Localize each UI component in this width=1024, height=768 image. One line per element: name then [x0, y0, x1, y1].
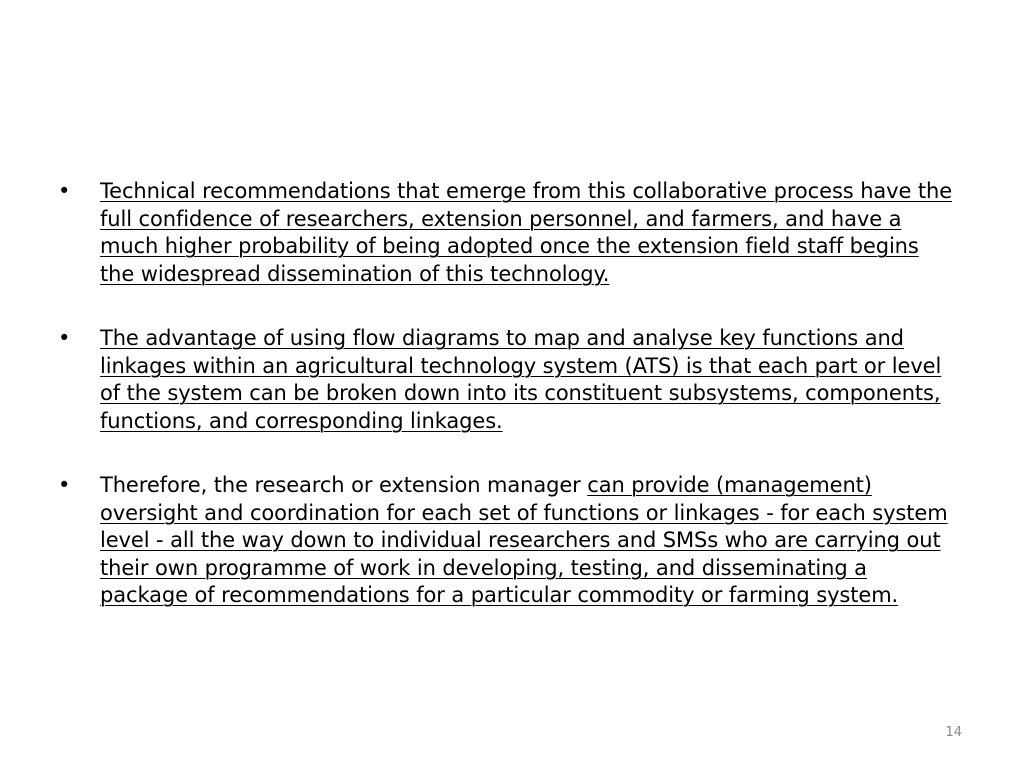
bullet-item	[58, 178, 958, 288]
bullet-marker: •	[58, 179, 71, 203]
bullet-item	[58, 472, 958, 610]
bullet-list	[58, 178, 958, 647]
bullet-marker: •	[58, 473, 71, 497]
bullet-marker: •	[58, 326, 71, 350]
slide-number: 14	[945, 725, 962, 740]
bullet-item	[58, 325, 958, 435]
bullet-text-underlined: can provide (management) oversight and coordination for each set of functions or linkages - for each system level - all the way down to individual researchers and SMSs who are carrying out their own programme of work in developing, testing, and disseminating a package of recommendations for a particular commodity or farming system.	[100, 473, 948, 607]
bullet-text-underlined: The advantage of using flow diagrams to map and analyse key functions and linkages within an agricultural technology system (ATS) is that each part or level of the system can be broken down into its constituent subsystems, components, functions, and corresponding linkages.	[100, 326, 942, 433]
bullet-text-plain: Therefore, the research or extension manager	[100, 473, 588, 497]
bullet-text-underlined: Technical recommendations that emerge from this collaborative process have the full confidence of researchers, extension personnel, and farmers, and have a much higher probability of being adopted once the extension field staff begins the widespread dissemination of this technology.	[100, 179, 953, 286]
